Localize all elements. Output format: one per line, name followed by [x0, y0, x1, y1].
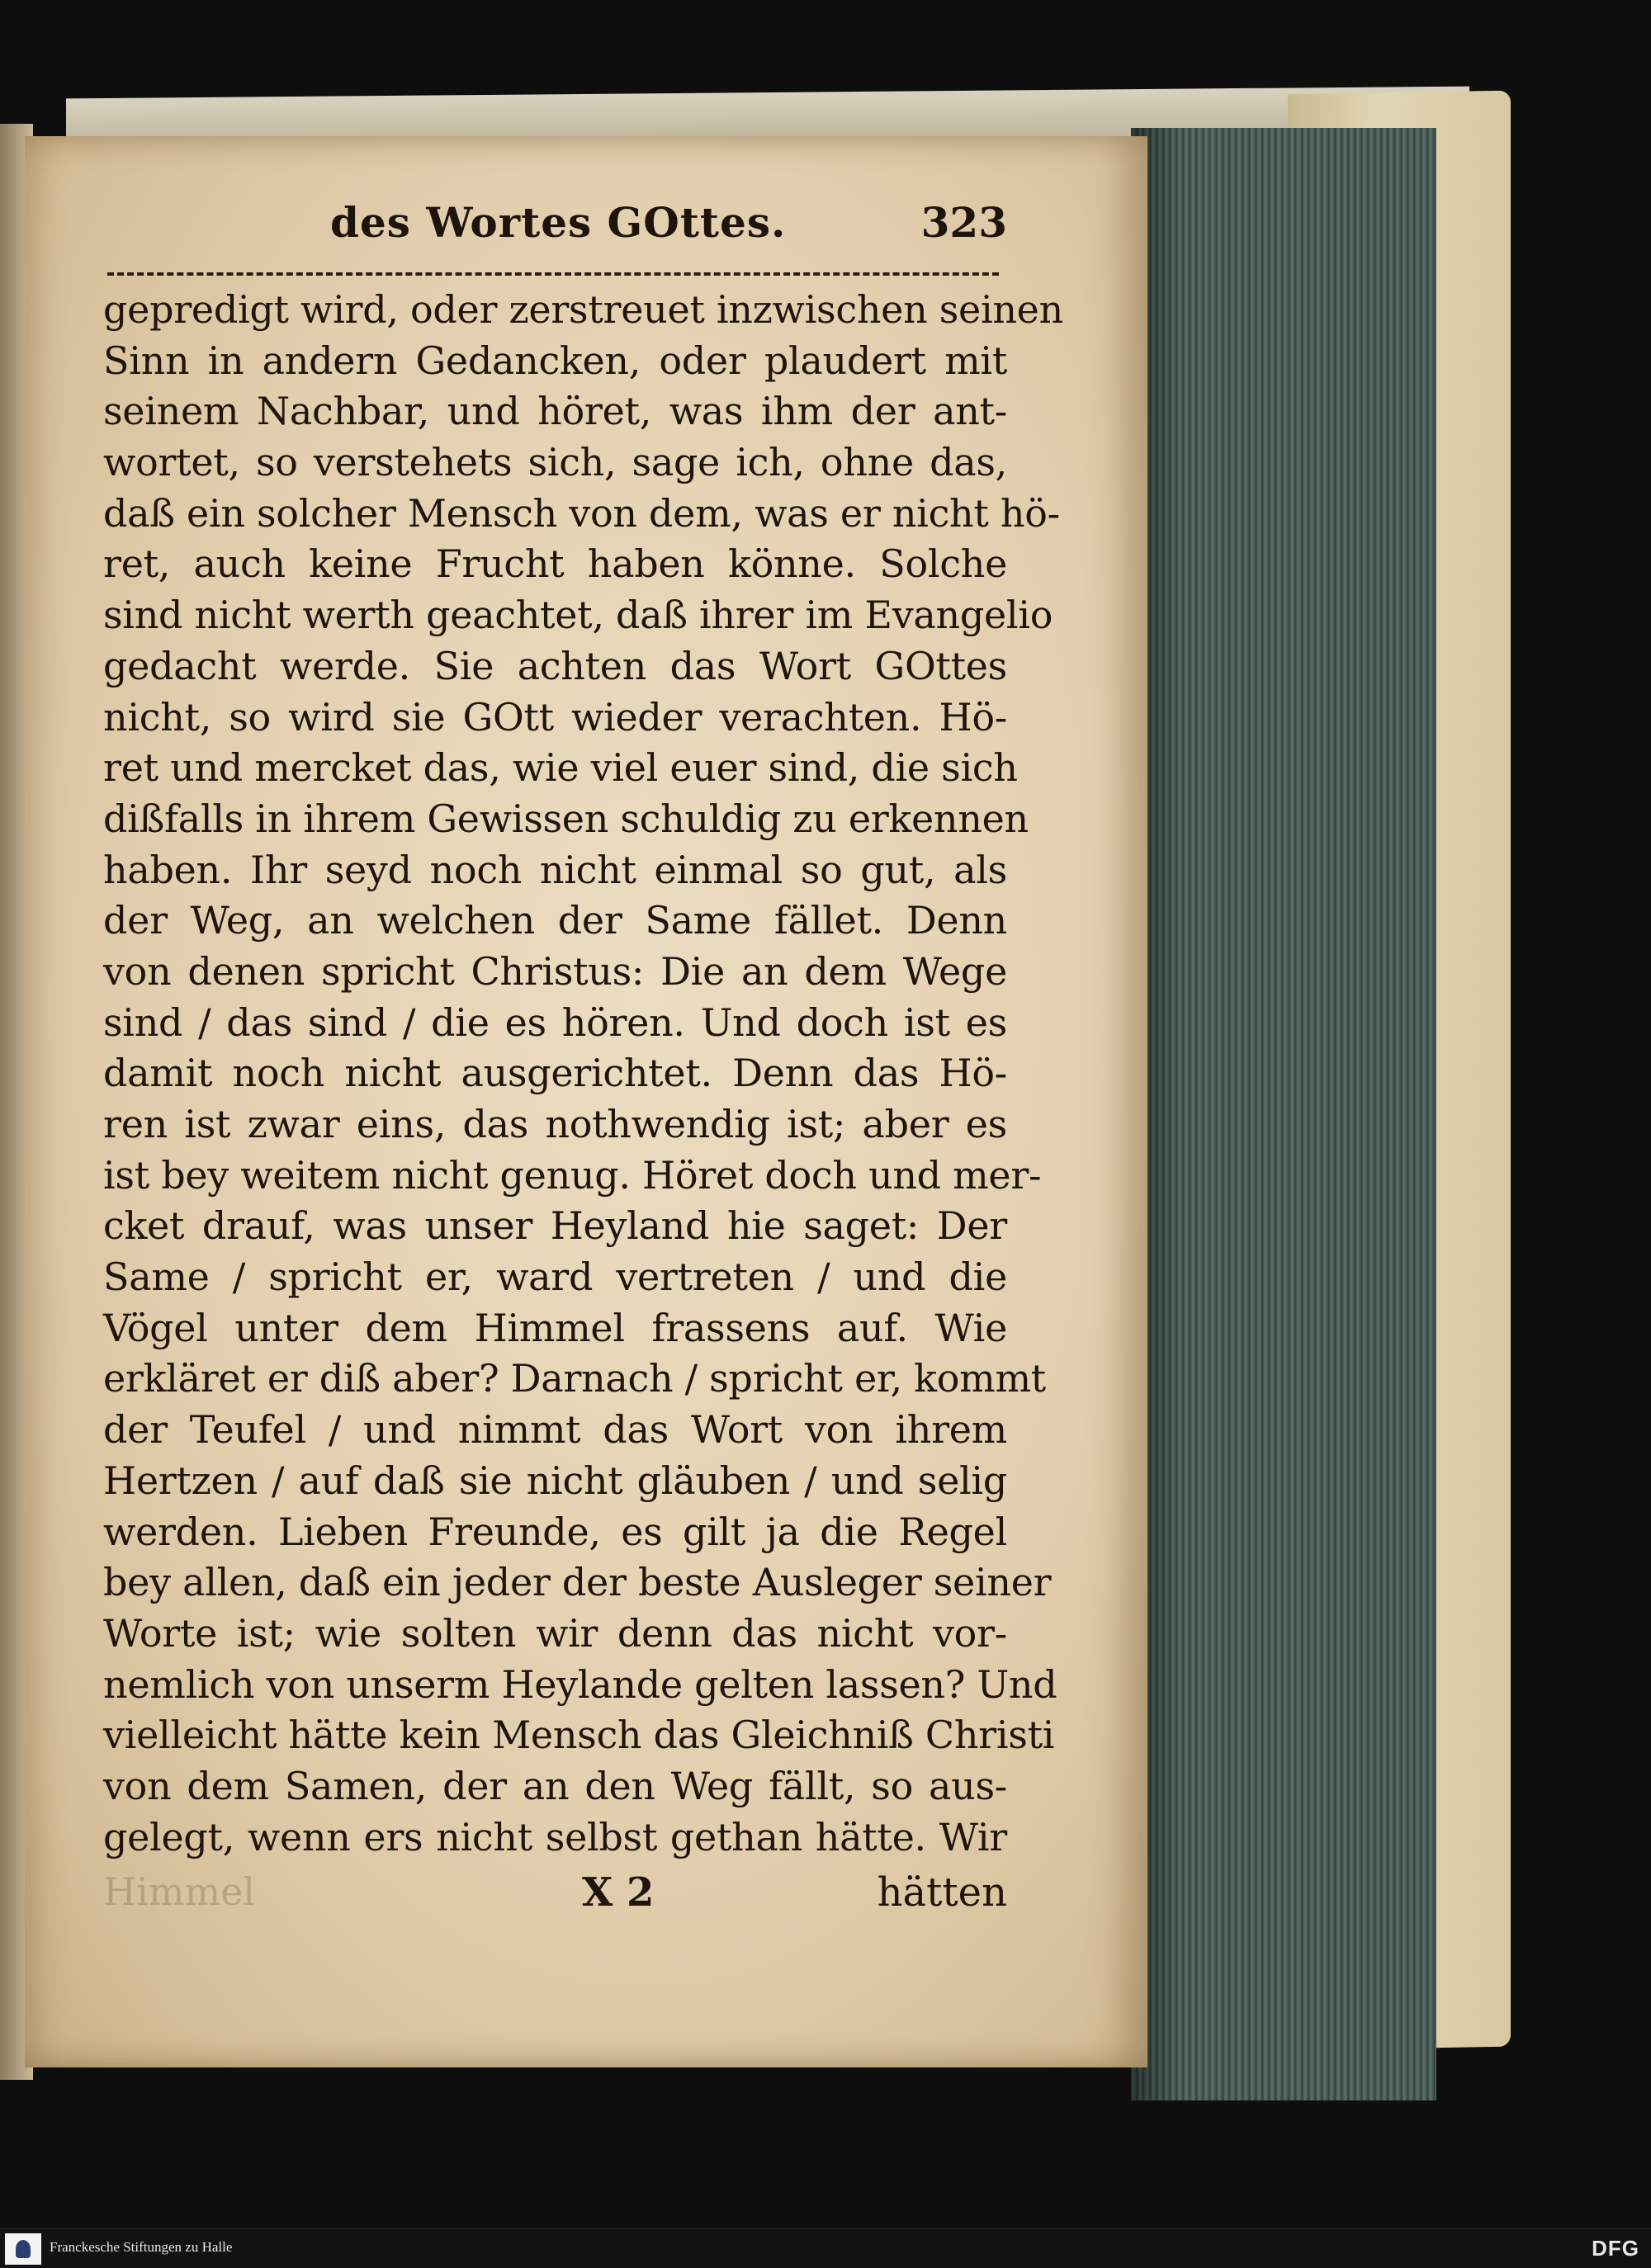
- text-line: daß ein solcher Mensch von dem, was er nicht hö-: [103, 490, 1060, 536]
- text-line: sind nicht werth geachtet, daß ihrer im Evangelio: [103, 593, 1053, 638]
- text-line: cket drauf, was unser Heyland hie saget: Der: [103, 1203, 1007, 1249]
- text-line: von denen spricht Christus: Die an dem Wege: [103, 948, 1007, 994]
- text-line: ist bey weitem nicht genug. Höret doch und mer-: [103, 1152, 1042, 1198]
- text-line: ret, auch keine Frucht haben könne. Solche: [103, 541, 1007, 587]
- text-line: Worte ist; wie solten wir denn das nicht vor-: [103, 1610, 1007, 1656]
- viewer-footer-bar: [0, 2228, 1651, 2268]
- text-line: ren ist zwar eins, das nothwendig ist; aber es: [103, 1102, 1007, 1146]
- page-header: [330, 198, 1007, 256]
- text-line: nicht, so wird sie GOtt wieder verachten. Hö-: [103, 694, 1007, 739]
- text-line: wortet, so verstehets sich, sage ich, ohne das,: [103, 440, 1007, 485]
- running-head: des Wortes GOttes.: [330, 198, 787, 247]
- page-number: 323: [920, 198, 1007, 247]
- signature-mark: X 2: [582, 1869, 655, 1916]
- text-line: Same / spricht er, ward vertreten / und die: [103, 1254, 1007, 1300]
- institution-logo-icon: [5, 2233, 41, 2265]
- text-line: Hertzen / auf daß sie nicht gläuben / und selig: [103, 1458, 1007, 1503]
- text-line: sind / das sind / die es hören. Und doch ist es: [103, 999, 1007, 1045]
- text-line: der Weg, an welchen der Same fället. Denn: [103, 898, 1007, 943]
- page-footer: [103, 1869, 1007, 1927]
- text-line: werden. Lieben Freunde, es gilt ja die Regel: [103, 1509, 1007, 1554]
- show-through-text: Himmel: [103, 1869, 255, 1914]
- text-line: gedacht werde. Sie achten das Wort GOttes: [103, 643, 1007, 688]
- text-line: dißfalls in ihrem Gewissen schuldig zu erkennen: [103, 796, 1029, 841]
- text-line: nemlich von unserm Heylande gelten lassen? Und: [103, 1661, 1057, 1707]
- institution-name: Franckesche Stiftungen zu Halle: [50, 2239, 233, 2255]
- dfg-logo: DFG: [1592, 2236, 1639, 2261]
- catchword: hätten: [877, 1869, 1007, 1916]
- text-line: bey allen, daß ein jeder der beste Ausleger seiner: [103, 1560, 1052, 1605]
- text-line: gepredigt wird, oder zerstreuet inzwischen seinen: [103, 287, 1063, 332]
- text-line: ret und mercket das, wie viel euer sind, die sich: [103, 745, 1018, 791]
- body-text: [103, 285, 1063, 1863]
- text-line: Sinn in andern Gedancken, oder plaudert mit: [103, 338, 1007, 383]
- text-line: Vögel unter dem Himmel frassens auf. Wie: [103, 1305, 1007, 1350]
- text-line: haben. Ihr seyd noch nicht einmal so gut, als: [103, 847, 1007, 892]
- text-line: von dem Samen, der an den Weg fällt, so aus-: [103, 1763, 1007, 1808]
- text-line: damit noch nicht ausgerichtet. Denn das Hö-: [103, 1051, 1007, 1096]
- text-line: vielleicht hätte kein Mensch das Gleichniß Christi: [103, 1713, 1055, 1758]
- text-line: der Teufel / und nimmt das Wort von ihrem: [103, 1407, 1007, 1453]
- text-line: erkläret er diß aber? Darnach / spricht er, kommt: [103, 1356, 1046, 1401]
- text-line: seinem Nachbar, und höret, was ihm der ant-: [103, 389, 1007, 434]
- text-line: gelegt, wenn ers nicht selbst gethan hätte. Wir: [103, 1814, 1007, 1859]
- header-rule: [107, 272, 999, 276]
